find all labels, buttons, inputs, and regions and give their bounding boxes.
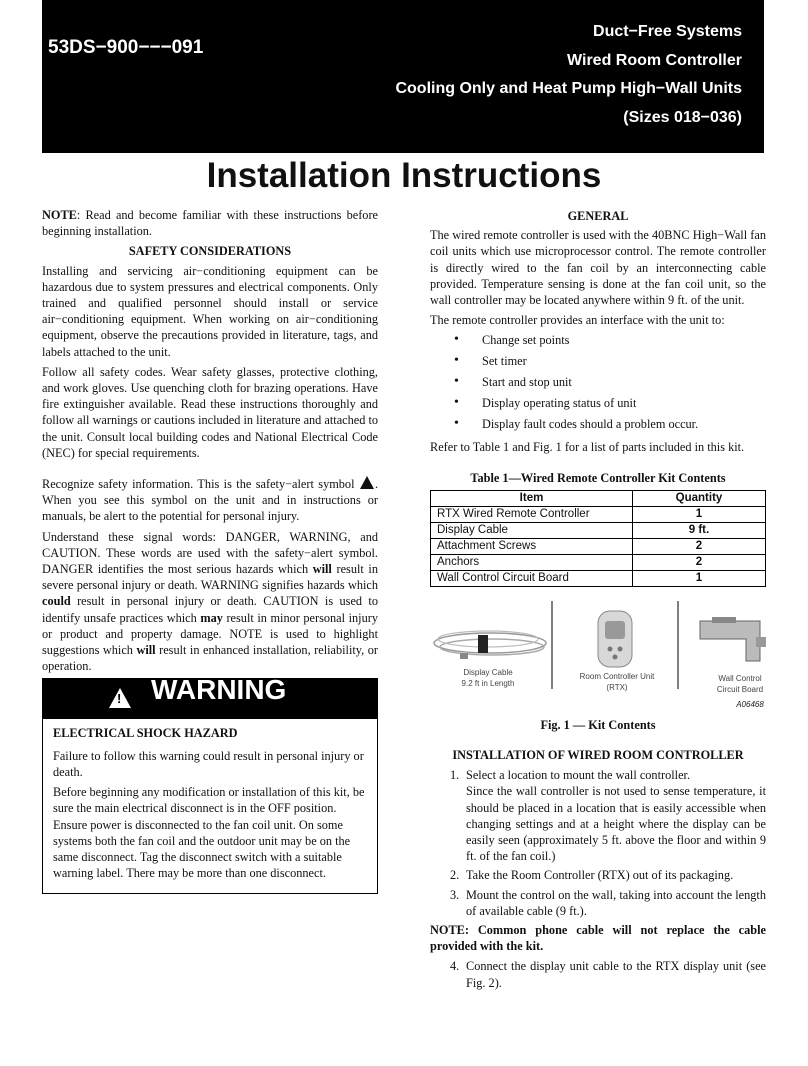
general-paragraph-2: The remote controller provides an interface with the unit to: [430, 313, 725, 328]
column-header-quantity: Quantity [633, 490, 766, 506]
warning-subtitle: ELECTRICAL SHOCK HAZARD [53, 726, 238, 741]
recognize-paragraph: Recognize safety information. This is the safety−alert symbol . When you see this symbol on the unit and in instructions or manuals, be alert to the potential for personal injury. [42, 477, 379, 524]
product-titles [395, 18, 742, 132]
warning-paragraph-2: Before beginning any modification or installation of this kit, be sure the main electrical disconnect is in the OFF position. Ensure power is disconnected to the fan coil unit. On some systems both the fan coil and the outdoor unit may be on the same disconnect. Tag the disconnect switch with a suitable warning label. There may be more than one disconnect. [53, 785, 365, 881]
signal-words-paragraph: Understand these signal words: DANGER, WARNING, and CAUTION. These words are used with the safety−alert symbol. DANGER identifies the most serious hazards which will result in severe personal injury or death. WARNING signifies hazards which could result in personal injury or death. CAUTION is used to identify unsafe practices which may result in minor personal injury or product and property damage. NOTE is used to highlight suggestions which will result in enhanced installation, reliability, or operation. [42, 529, 378, 674]
safety-alert-icon [360, 476, 374, 489]
board-label: Wall Control Circuit Board [716, 673, 764, 694]
install-heading: INSTALLATION OF WIRED ROOM CONTROLLER [452, 748, 744, 763]
list-item: • Display fault codes should a problem occur. [430, 416, 766, 437]
list-item: 4. Connect the display unit cable to the RTX display unit (see Fig. 2). [450, 959, 766, 990]
note-paragraph: NOTE: Read and become familiar with these instructions before beginning installation. [42, 208, 378, 239]
right-column [430, 207, 766, 994]
safety-paragraph-1: Installing and servicing air−conditioning equipment can be hazardous due to system pressures and electrical components. Only trained and qualified personnel should install or service air−conditioning equipment. When working on air−conditioning equipment, observe the precautions provided in literature, tags, and labels attached to the unit. [42, 263, 378, 359]
product-line-3: Cooling Only and Heat Pump High−Wall Units [395, 80, 742, 97]
figure-caption: Fig. 1 — Kit Contents [540, 717, 656, 732]
table-row: Anchors 2 [431, 554, 766, 570]
list-item: 2. Take the Room Controller (RTX) out of its packaging. [450, 868, 734, 883]
safety-heading: SAFETY CONSIDERATIONS [128, 244, 292, 259]
list-item: • Start and stop unit [430, 374, 766, 395]
warning-box [42, 674, 378, 894]
left-column [42, 207, 378, 894]
header-banner [42, 0, 764, 153]
kit-contents-figure [430, 597, 766, 717]
rtx-label: Room Controller Unit (RTX) [579, 671, 655, 692]
warning-body [43, 719, 377, 893]
list-item: • Display operating status of unit [430, 395, 766, 416]
table-row: Wall Control Circuit Board 1 [431, 570, 766, 586]
page-title: Installation Instructions [206, 156, 602, 195]
table-caption: Table 1—Wired Remote Controller Kit Contents [470, 470, 726, 485]
warning-header [43, 674, 377, 719]
refer-paragraph: Refer to Table 1 and Fig. 1 for a list of parts included in this kit. [430, 440, 745, 455]
kit-contents-table [430, 490, 766, 587]
feature-list [430, 332, 766, 437]
table-row: Display Cable 9 ft. [431, 522, 766, 538]
circuit-board-illustration [700, 617, 766, 661]
general-heading: GENERAL [567, 209, 629, 223]
list-item: 1. Select a location to mount the wall controller. Since the wall controller is not used to sense temperature, it should be placed in a location that is easily accessible when changing settings and at a height where the display can be easily seen (approximately 5 ft. above the floor and within 9 ft. of the fan coil.) [450, 768, 766, 864]
list-item: 3. Mount the control on the wall, taking into account the length of available cable (9 ft.). [450, 887, 766, 918]
column-header-item: Item [431, 490, 633, 506]
model-number: 53DS−900−−−091 [48, 37, 204, 58]
product-line-1: Duct−Free Systems [593, 23, 742, 40]
list-item: • Set timer [430, 353, 766, 374]
safety-paragraph-2: Follow all safety codes. Wear safety glasses, protective clothing, and work gloves. Use quenching cloth for brazing operations. Have fire extinguisher available. Read these instructions thoroughly and follow all warnings or cautions included in literature and attached to the unit. Consult local building codes and National Electrical Code (NEC) for special requirements. [42, 364, 379, 460]
display-cable-illustration [434, 631, 546, 659]
table-header-row [431, 490, 766, 506]
warning-label: WARNING [151, 674, 287, 706]
table-row: Attachment Screws 2 [431, 538, 766, 554]
table-row: RTX Wired Remote Controller 1 [431, 506, 766, 522]
product-line-4: (Sizes 018−036) [623, 108, 742, 126]
install-steps [430, 767, 766, 919]
cable-label: Display Cable 9.2 ft in Length [461, 667, 515, 688]
product-line-2: Wired Room Controller [567, 51, 742, 69]
install-steps-continued [430, 958, 766, 990]
warning-triangle-icon: ! [109, 688, 131, 708]
room-controller-illustration [598, 611, 632, 667]
install-note: NOTE: Common phone cable will not replace the cable provided with the kit. [430, 923, 766, 954]
general-paragraph-1: The wired remote controller is used with the 40BNC High−Wall fan coil units which use microprocessor control. The remote controller is directly wired to the fan coil by an interconnecting cable provided. Temperature sensing is done at the fan coil unit, so the wall controller may be located anywhere within 9 ft. of the unit. [430, 228, 766, 308]
figure-code: A06468 [736, 699, 764, 709]
warning-paragraph-1: Failure to follow this warning could result in personal injury or death. [53, 748, 364, 779]
list-item: • Change set points [430, 332, 766, 353]
